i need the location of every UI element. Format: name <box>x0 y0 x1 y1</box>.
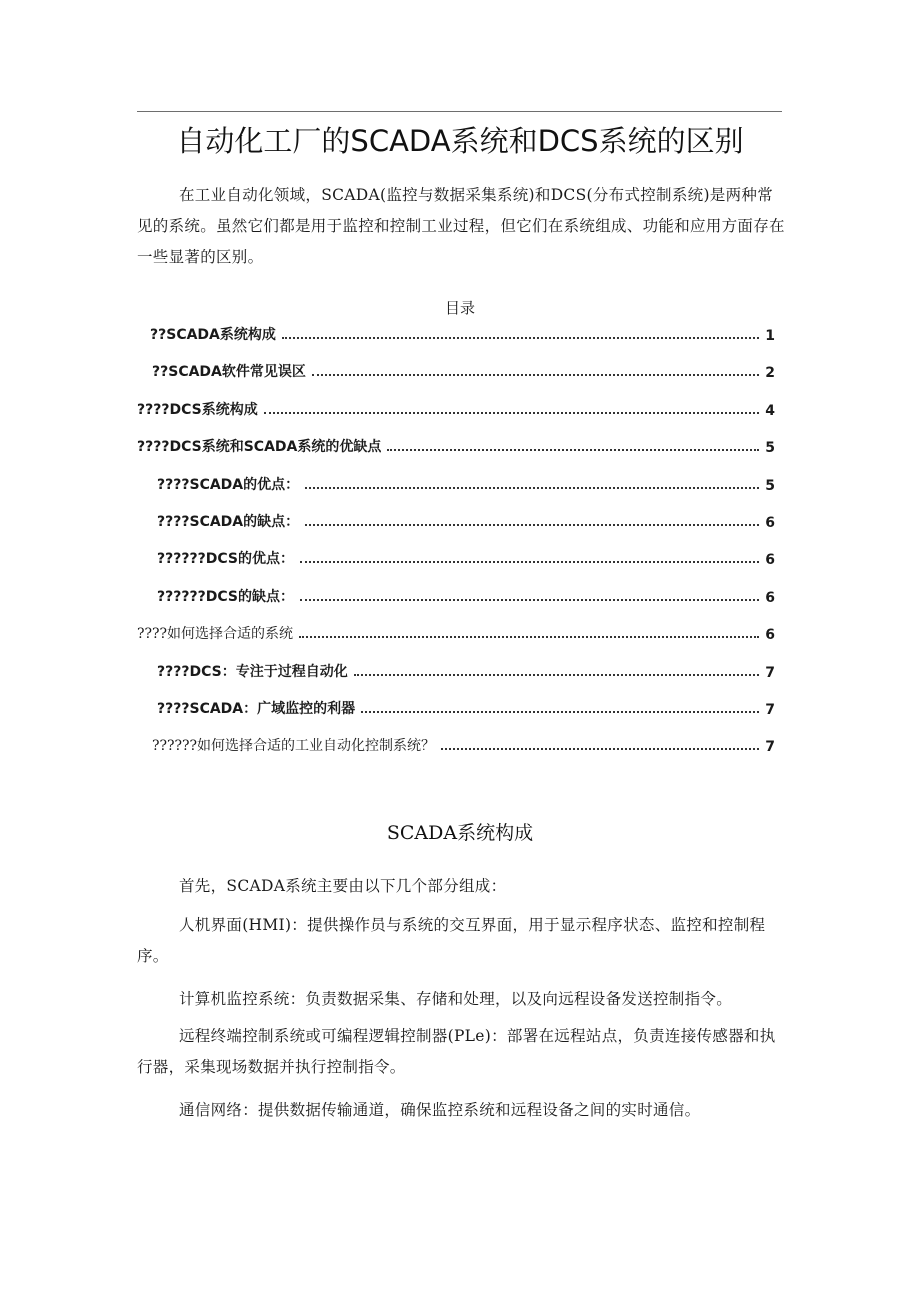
toc-entry-page: 4 <box>765 403 775 419</box>
document-title: 自动化工厂的SCADA系统和DCS系统的区别 <box>176 124 744 158</box>
toc-entry-title: ????如何选择合适的系统 <box>137 626 294 642</box>
toc-entry-page: 7 <box>765 739 775 755</box>
section-paragraph: 通信网络：提供数据传输通道，确保监控系统和远程设备之间的实时通信。 <box>179 1101 701 1119</box>
toc-dot-leader <box>387 449 759 451</box>
toc-entry-title: ??SCADA软件常见误区 <box>152 364 306 380</box>
toc-entry-page: 5 <box>765 478 775 494</box>
toc-dot-leader <box>361 711 759 713</box>
toc-entry-page: 5 <box>765 440 775 456</box>
section-paragraph: 人机界面(HMI)：提供操作员与系统的交互界面，用于显示程序状态、监控和控制程序。 <box>137 916 766 965</box>
toc-entry[interactable] <box>157 578 775 606</box>
toc-dot-leader <box>299 636 759 638</box>
toc-entry-title: ??????DCS的缺点： <box>157 589 294 605</box>
toc-entry[interactable] <box>137 615 775 643</box>
toc-entry[interactable] <box>137 428 775 456</box>
section-heading: SCADA系统构成 <box>386 822 534 844</box>
header-rule <box>137 111 782 112</box>
toc-entry-page: 6 <box>765 627 775 643</box>
toc-heading: 目录 <box>444 299 475 317</box>
toc-dot-leader <box>305 524 759 526</box>
toc-entry-title: ????DCS系统构成 <box>137 402 258 418</box>
toc-entry[interactable] <box>152 353 775 381</box>
toc-entry-title: ????SCADA的优点： <box>157 477 300 493</box>
toc-entry-title: ????SCADA：广域监控的利器 <box>157 701 356 717</box>
toc-dot-leader <box>354 674 759 676</box>
toc-dot-leader <box>300 599 759 601</box>
toc-entry-title: ??????DCS的优点： <box>157 551 294 567</box>
toc-entry-page: 6 <box>765 552 775 568</box>
toc-dot-leader <box>300 561 759 563</box>
toc-entry-page: 2 <box>765 365 775 381</box>
section-paragraph: 远程终端控制系统或可编程逻辑控制器(PLe)：部署在远程站点，负责连接传感器和执行器，采集现场数据并执行控制指令。 <box>137 1027 776 1076</box>
toc-entry-page: 7 <box>765 665 775 681</box>
toc-entry[interactable] <box>150 316 775 344</box>
toc-entry[interactable] <box>157 690 775 718</box>
toc-entry-title: ??????如何选择合适的工业自动化控制系统？ <box>152 738 436 754</box>
toc-entry-page: 1 <box>765 328 775 344</box>
toc-entry[interactable] <box>152 727 775 755</box>
intro-paragraph: 在工业自动化领域，SCADA(监控与数据采集系统)和DCS(分布式控制系统)是两种常见的系统。虽然它们都是用于监控和控制工业过程，但它们在系统组成、功能和应用方面存在一些显著的区别。 <box>137 186 785 266</box>
section-paragraph: 首先，SCADA系统主要由以下几个部分组成： <box>179 877 507 895</box>
toc-entry-title: ????SCADA的缺点： <box>157 514 300 530</box>
toc-entry-title: ????DCS系统和SCADA系统的优缺点 <box>137 439 382 455</box>
toc-entry-page: 7 <box>765 702 775 718</box>
toc-entry-title: ??SCADA系统构成 <box>150 327 276 343</box>
toc-dot-leader <box>282 337 759 339</box>
toc-entry[interactable] <box>157 653 775 681</box>
toc-entry[interactable] <box>157 503 775 531</box>
toc-entry[interactable] <box>137 391 775 419</box>
toc-entry-page: 6 <box>765 590 775 606</box>
toc-entry[interactable] <box>157 466 775 494</box>
toc-entry-page: 6 <box>765 515 775 531</box>
toc-dot-leader <box>441 748 759 750</box>
toc-dot-leader <box>305 487 759 489</box>
toc-dot-leader <box>264 412 759 414</box>
toc-entry-title: ????DCS：专注于过程自动化 <box>157 664 348 680</box>
toc-entry[interactable] <box>157 540 775 568</box>
section-paragraph: 计算机监控系统：负责数据采集、存储和处理，以及向远程设备发送控制指令。 <box>179 990 733 1008</box>
toc-dot-leader <box>312 374 759 376</box>
